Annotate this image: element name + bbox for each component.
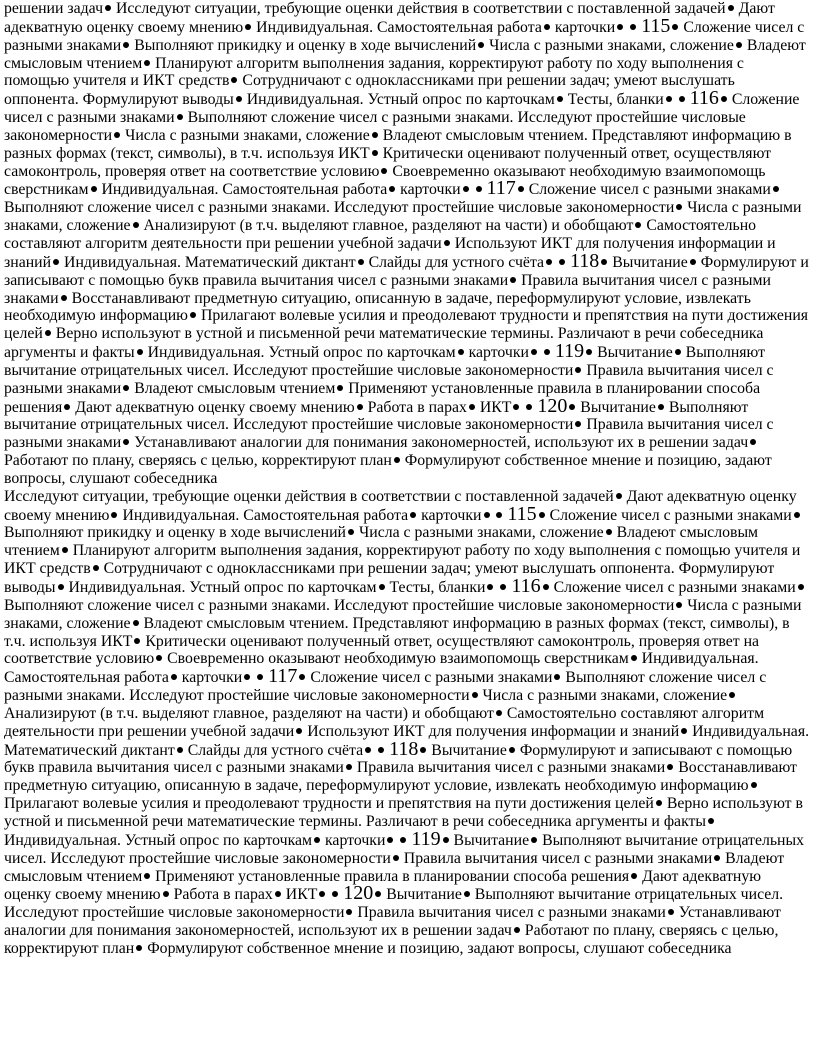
bullet-icon [346, 909, 352, 915]
lesson-number: 115 [641, 14, 671, 37]
bullet-icon [484, 512, 490, 518]
bullet-icon [91, 186, 97, 192]
bullet-icon [133, 620, 139, 626]
lesson-number: 116 [511, 575, 541, 597]
bullet-icon [45, 330, 51, 336]
text-segment: Применяют установленные правила в планировании способа решения [4, 379, 761, 416]
bullet-icon [690, 259, 696, 265]
lesson-number: 120 [537, 394, 568, 417]
bullet-icon [319, 891, 325, 897]
text-segment: Правила вычитания чисел с разными знаками [4, 416, 774, 452]
text-segment: Правила вычитания чисел с разными знаками [403, 849, 713, 867]
text-segment: Выполняют сложение чисел с разными знаками. Исследуют простейшие числовые закономерности [4, 669, 767, 705]
bullet-icon [375, 891, 381, 897]
text-segment: Выполняют вычитание отрицательных чисел. Исследуют простейшие числовые закономерности [4, 398, 749, 434]
bullet-icon [631, 655, 637, 661]
text-segment: Владеют смысловым чтением [4, 849, 785, 885]
bullet-icon [163, 891, 169, 897]
text-segment: Владеют смысловым чтением. Представляют информацию в разных формах (текст, символы), в т.ч. используя ИКТ [4, 614, 790, 650]
text-segment: Числа с разными знаками, сложение [4, 199, 802, 235]
text-segment: Вычитание [453, 831, 530, 849]
bullet-icon [666, 96, 672, 102]
bullet-icon [105, 5, 111, 11]
text-segment: Правила вычитания чисел с разными знаками [4, 361, 774, 397]
bullet-icon [794, 512, 800, 518]
bullet-icon [64, 404, 70, 410]
text-segment: Анализируют (в т.ч. выделяют главное, разделяют на части) и обобщают [143, 217, 634, 235]
bullet-icon [257, 674, 263, 680]
text-segment: Верно используют в устной и письменной речи математические термины. Различают в речи собеседника аргументы и факты [4, 795, 803, 830]
bullet-icon [93, 565, 99, 571]
bullet-icon [729, 692, 735, 698]
text-segment: Индивидуальная. Самостоятельная работа [101, 181, 388, 199]
text-segment: Работают по плану, сверяясь с целью, корректируют план [4, 452, 392, 470]
bullet-icon [357, 404, 363, 410]
bullet-icon [372, 132, 378, 138]
lesson-number: 119 [554, 340, 585, 363]
bullet-icon [681, 728, 687, 734]
text-segment: Самостоятельно составляют алгоритм деятельности при решении учебной задачи [4, 704, 765, 740]
bullet-icon [518, 186, 524, 192]
bullet-icon [721, 96, 727, 102]
text-segment: Числа с разными знаками, сложение [489, 36, 734, 54]
bullet-icon [443, 837, 449, 843]
text-segment: Индивидуальная. Математический диктант [4, 722, 810, 759]
text-segment: Индивидуальная. Самостоятельная работа [122, 506, 409, 524]
text-segment: Выполняют вычитание отрицательных чисел. Исследуют простейшие числовые закономерности [4, 886, 784, 922]
bullet-icon [675, 349, 681, 355]
bullet-icon [773, 186, 779, 192]
bullet-icon [379, 584, 385, 590]
text-segment: Вычитание [386, 886, 462, 904]
bullet-icon [444, 240, 450, 246]
bullet-icon [134, 638, 140, 644]
text-segment: Числа с разными знаками, сложение [4, 596, 802, 632]
bullet-icon [314, 837, 320, 843]
text-segment: Прилагают волевые усилия и преодолевают трудности и препятствия на пути достижения целей [4, 795, 654, 813]
bullet-icon [177, 114, 183, 120]
text-segment: Восстанавливают предметную ситуацию, описанную в задаче, переформулируют условие, извлекать необходимую информацию [4, 759, 797, 795]
text-segment: Работа в парах [173, 886, 273, 904]
text-segment: Сложение чисел с разными знаками [310, 669, 553, 687]
text-segment: карточки [421, 506, 482, 524]
text-segment: Слайды для устного счёта [368, 253, 545, 271]
bullet-icon [244, 674, 250, 680]
bullet-icon [123, 439, 129, 445]
bullet-icon [144, 60, 150, 66]
text-segment: Дают адекватную оценку своему мнению [4, 0, 775, 36]
bullet-icon [299, 674, 305, 680]
lesson-number: 119 [411, 827, 441, 850]
text-segment: Числа с разными знаками, сложение [358, 524, 604, 542]
lesson-number: 118 [569, 249, 600, 272]
bullet-icon [679, 96, 685, 102]
bullet-icon [557, 96, 563, 102]
bullet-icon [137, 349, 143, 355]
bullet-icon [372, 150, 378, 156]
bullet-icon [575, 421, 581, 427]
text-segment: Устанавливают аналогии для понимания закономерностей, используют их в решении задач [134, 434, 749, 452]
bullet-icon [554, 674, 560, 680]
text-segment: Прилагают волевые усилия и преодолевают трудности и препятствия на пути достижения целей [4, 307, 809, 343]
lesson-number: 117 [486, 177, 516, 200]
text-segment: Выполняют прикидку и оценку в ходе вычислений [4, 524, 347, 542]
bullet-icon [656, 800, 662, 806]
lesson-number: 120 [343, 882, 374, 905]
lesson-number: 115 [507, 502, 537, 525]
text-segment: Владеют смысловым чтением [4, 524, 759, 560]
bullet-icon [53, 259, 59, 265]
text-segment: Выполняют сложение чисел с разными знаками. Исследуют простейшие числовые закономерности [4, 596, 675, 614]
text-segment: Применяют установленные правила в планировании способа решения [155, 867, 630, 885]
bullet-icon [714, 855, 720, 861]
bullet-icon [133, 222, 139, 228]
bullet-icon [458, 349, 464, 355]
text-segment: карточки [325, 831, 386, 849]
bullet-icon [526, 404, 532, 410]
bullet-icon [798, 584, 804, 590]
bullet-icon [346, 764, 352, 770]
bullet-icon [58, 584, 64, 590]
bullet-icon [381, 168, 387, 174]
bullet-icon [476, 186, 482, 192]
bullet-icon [114, 132, 120, 138]
bullet-icon [245, 24, 251, 30]
text-segment: Числа с разными знаками, сложение [482, 687, 728, 705]
text-segment: карточки [400, 181, 461, 199]
text-segment: Владеют смысловым чтением. Представляют информацию в разных формах (текст, символы), в т.ч. используя ИКТ [4, 126, 792, 162]
lesson-number: 118 [389, 737, 419, 760]
bullet-icon [111, 512, 117, 518]
bullet-icon [616, 493, 622, 499]
text-segment: Правила вычитания чисел с разными знаками [357, 904, 666, 922]
bullet-icon [136, 945, 142, 951]
lesson-number: 116 [689, 87, 719, 110]
text-segment: Сложение чисел с разными знаками [553, 579, 796, 596]
bullet-icon [544, 24, 550, 30]
bullet-icon [531, 349, 537, 355]
text-segment: Вычитание [612, 253, 688, 271]
bullet-icon [478, 42, 484, 48]
text-segment: Числа с разными знаками, сложение [125, 126, 370, 144]
bullet-icon [469, 404, 475, 410]
text-segment: Исследуют ситуации, требующие оценки действия в соответствии с поставленной задачей [4, 487, 614, 505]
text-segment: Критически оценивают полученный ответ, осуществляют самоконтроль, проверяя ответ на соответствие условию [4, 632, 760, 668]
text-segment: Устанавливают аналогии для понимания закономерностей, используют их в решении задач [4, 904, 781, 940]
bullet-icon [514, 927, 520, 933]
text-segment: карточки [554, 18, 616, 36]
bullet-icon [667, 764, 673, 770]
text-segment: Индивидуальная. Устный опрос по карточкам [68, 579, 377, 596]
bullet-icon [750, 439, 756, 445]
text-segment: Формулируют и записывают с помощью букв правила вычитания чисел с разными знаками [4, 253, 809, 289]
bullet-icon [190, 312, 196, 318]
text-segment: Дают адекватную оценку своему мнению [4, 867, 762, 904]
bullet-icon [296, 728, 302, 734]
text-segment: Выполняют вычитание отрицательных чисел. Исследуют простейшие числовые закономерности [4, 831, 805, 867]
text-segment: Формулируют и записывают с помощью букв правила вычитания чисел с разными знаками [4, 741, 793, 777]
bullet-icon [365, 747, 371, 753]
bullet-icon [387, 837, 393, 843]
bullet-icon [389, 186, 395, 192]
bullet-icon [410, 512, 416, 518]
bullet-icon [658, 404, 664, 410]
text-segment: Используют ИКТ для получения информации и знаний [307, 722, 680, 740]
bullet-icon [123, 42, 129, 48]
text-segment: Слайды для устного счёта [187, 741, 364, 759]
bullet-icon [500, 584, 506, 590]
bullet-icon [513, 404, 519, 410]
text-segment: Планируют алгоритм выполнения задания, корректируют работу по ходу выполнения с помощью учителя и ИКТ средств [4, 542, 801, 578]
text-segment: Работа в парах [367, 398, 467, 416]
bullet-icon [394, 457, 400, 463]
text-segment: ИКТ [285, 886, 318, 904]
bullet-icon [231, 77, 237, 83]
bullet-icon [236, 96, 242, 102]
text-segment: карточки [181, 669, 243, 687]
text-segment: Правила вычитания чисел с разными знаками [356, 759, 666, 777]
bullet-icon [332, 891, 338, 897]
bullet-icon [544, 349, 550, 355]
text-segment: Индивидуальная. Устный опрос по карточкам [4, 831, 313, 849]
bullet-icon [275, 891, 281, 897]
text-segment: Индивидуальная. Самостоятельная работа [256, 18, 542, 36]
text-segment: Формулируют собственное мнение и позицию, задают вопросы, слушают собеседника [4, 452, 772, 487]
text-segment: Самостоятельно составляют алгоритм деятельности при решении учебной задачи [4, 217, 757, 252]
bullet-icon [617, 24, 623, 30]
text-segment: Восстанавливают предметную ситуацию, описанную в задаче, переформулируют условие, извлекать необходимую информацию [4, 289, 751, 325]
text-segment: Дают адекватную оценку своему мнению [75, 398, 355, 416]
bullet-icon [676, 204, 682, 210]
bullet-icon [509, 747, 515, 753]
bullet-icon [463, 186, 469, 192]
bullet-icon [586, 349, 592, 355]
bullet-icon [728, 5, 734, 11]
bullet-icon [464, 891, 470, 897]
bullet-icon [543, 584, 549, 590]
bullet-icon [487, 584, 493, 590]
text-segment: Сложение чисел с разными знаками [4, 91, 800, 127]
bullet-icon [123, 385, 129, 391]
text-segment: ИКТ [479, 398, 512, 416]
text-segment: Выполняют прикидку и оценку в ходе вычислений [134, 36, 477, 54]
text-segment: карточки [468, 344, 529, 362]
bullet-icon [400, 837, 406, 843]
bullet-icon [62, 547, 68, 553]
bullet-icon [546, 259, 552, 265]
bullet-icon [531, 837, 537, 843]
bullet-icon [177, 747, 183, 753]
text-block [4, 488, 812, 958]
bullet-icon [358, 259, 364, 265]
text-segment: Владеют смысловым чтением [134, 379, 336, 397]
bullet-icon [393, 855, 399, 861]
text-segment: Исследуют ситуации, требующие оценки действия в соответствии с поставленной задачей [115, 0, 726, 17]
bullet-icon [496, 512, 502, 518]
text-segment: Критически оценивают полученный ответ, осуществляют самоконтроль, проверяя ответ на соответствие условию [4, 144, 772, 180]
text-segment: решении задач [4, 0, 104, 17]
text-segment: Выполняют вычитание отрицательных чисел. Исследуют простейшие числовые закономерности [4, 344, 766, 379]
text-segment: Сотрудничают с одноклассниками при решении задач; умеют выслушать оппонента. Формулируют выводы [4, 560, 775, 596]
bullet-icon [601, 259, 607, 265]
bullet-icon [635, 222, 641, 228]
text-segment: Сотрудничают с одноклассниками при решении задач; умеют выслушать оппонента. Формулируют выводы [4, 72, 735, 109]
lesson-number: 117 [268, 665, 298, 688]
bullet-icon [736, 42, 742, 48]
text-segment: Выполняют сложение чисел с разными знаками. Исследуют простейшие числовые закономерности [4, 109, 746, 144]
text-segment: Анализируют (в т.ч. выделяют главное, разделяют на части) и обобщают [4, 704, 494, 722]
bullet-icon [472, 692, 478, 698]
bullet-icon [630, 24, 636, 30]
text-block [4, 0, 812, 488]
text-segment: Индивидуальная. Самостоятельная работа [4, 650, 759, 687]
bullet-icon [496, 710, 502, 716]
bullet-icon [171, 674, 177, 680]
text-segment: Вычитание [431, 741, 507, 759]
bullet-icon [337, 385, 343, 391]
bullet-icon [378, 747, 384, 753]
bullet-icon [510, 277, 516, 283]
text-segment: Дают адекватную оценку своему мнению [4, 487, 797, 524]
text-segment: Тесты, бланки [567, 91, 664, 109]
bullet-icon [559, 259, 565, 265]
text-segment: Формулируют собственное мнение и позицию, задают вопросы, слушают собеседника [147, 939, 732, 957]
text-segment: Своевременно оказывают необходимую взаимопомощь сверстникам [4, 162, 766, 199]
bullet-icon [708, 818, 714, 824]
text-segment: Используют ИКТ для получения информации и знаний [4, 234, 776, 271]
bullet-icon [144, 873, 150, 879]
bullet-icon [606, 529, 612, 535]
text-segment: Тесты, бланки [389, 579, 486, 596]
text-segment: Сложение чисел с разными знаками [4, 18, 805, 54]
text-segment: Своевременно оказывают необходимую взаимопомощь сверстникам [167, 650, 629, 668]
bullet-icon [420, 747, 426, 753]
bullet-icon [569, 404, 575, 410]
text-segment: Вычитание [580, 398, 656, 416]
bullet-icon [676, 602, 682, 608]
text-segment: Индивидуальная. Устный опрос по карточкам [147, 344, 456, 362]
bullet-icon [575, 367, 581, 373]
bullet-icon [672, 24, 678, 30]
text-segment: Индивидуальная. Математический диктант [64, 253, 356, 271]
bullet-icon [668, 909, 674, 915]
text-segment: Планируют алгоритм выполнения задания, корректируют работу по ходу выполнения с помощью учителя и ИКТ средств [4, 54, 744, 90]
text-segment: Правила вычитания чисел с разными знаками [4, 271, 771, 307]
text-segment: Вычитание [597, 344, 673, 362]
text-segment: Работают по плану, сверяясь с целью, корректируют план [4, 922, 779, 957]
bullet-icon [751, 782, 757, 788]
text-segment: Владеют смысловым чтением [4, 36, 806, 72]
bullet-icon [539, 512, 545, 518]
bullet-icon [61, 295, 67, 301]
text-segment: Верно используют в устной и письменной речи математические термины. Различают в речи собеседника аргументы и факты [4, 325, 764, 362]
text-segment: Выполняют сложение чисел с разными знаками. Исследуют простейшие числовые закономерности [4, 199, 675, 217]
text-segment: Сложение чисел с разными знаками [549, 506, 792, 524]
text-segment: Индивидуальная. Устный опрос по карточкам [246, 91, 555, 109]
bullet-icon [348, 529, 354, 535]
bullet-icon [156, 655, 162, 661]
bullet-icon [631, 873, 637, 879]
text-segment: Сложение чисел с разными знаками [528, 181, 771, 199]
